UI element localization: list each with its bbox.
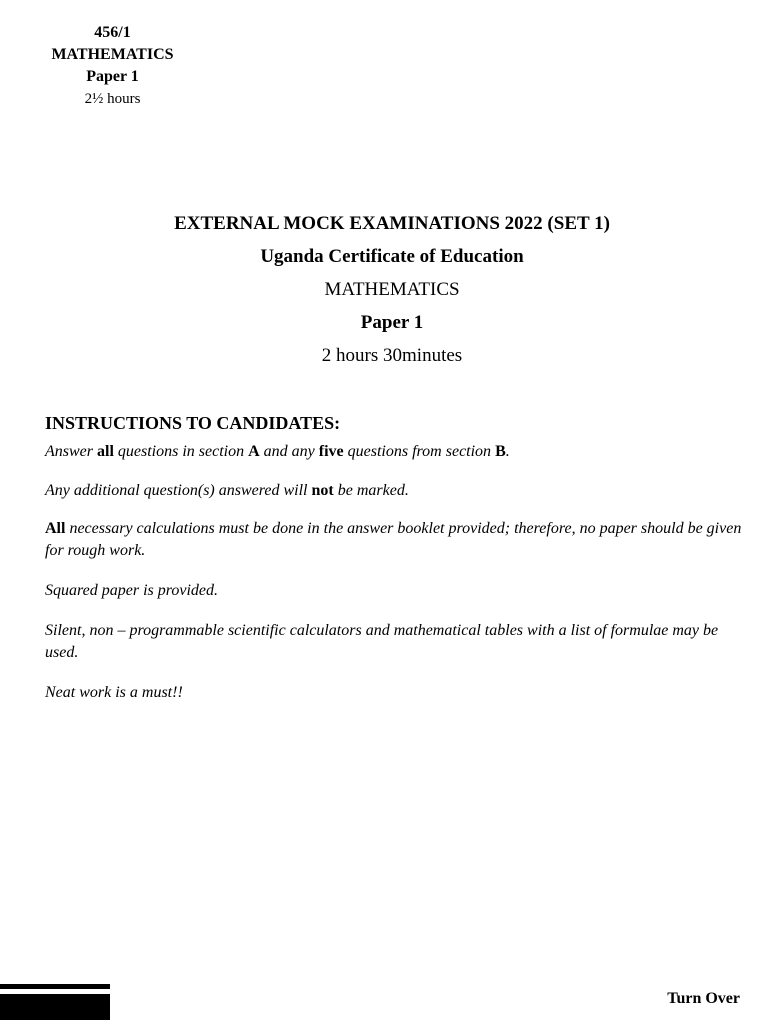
paper-header-block [40, 22, 185, 110]
instruction-2 [45, 480, 745, 502]
instruction-2-text-a: Any additional question(s) answered will [45, 482, 312, 499]
footer-rule-thin [0, 984, 110, 989]
paper-code: 456/1 [94, 24, 131, 41]
instruction-1-text-e: . [505, 443, 510, 460]
instruction-1-text-a: Answer [45, 443, 97, 460]
instruction-1-bold-all: all [97, 443, 114, 460]
certificate-name: Uganda Certificate of Education [260, 246, 524, 267]
instruction-6: Neat work is a must!! [45, 684, 183, 701]
title-duration: 2 hours 30minutes [321, 345, 463, 366]
footer-rule-thick [0, 994, 110, 1020]
instruction-3 [45, 518, 745, 562]
instruction-4: Squared paper is provided. [45, 582, 219, 599]
instruction-3-bold-all: All [45, 520, 66, 537]
instruction-2-bold-not: not [311, 482, 334, 499]
turn-over-label: Turn Over [667, 990, 740, 1007]
instruction-1 [45, 441, 745, 463]
instructions-heading: INSTRUCTIONS TO CANDIDATES: [45, 413, 341, 433]
exam-title-block [0, 207, 768, 372]
instruction-1-text-d: questions from section [343, 443, 496, 460]
instruction-1-bold-a: A [248, 443, 260, 460]
header-paper: Paper 1 [86, 68, 139, 85]
instruction-1-bold-five: five [318, 443, 344, 460]
title-paper: Paper 1 [360, 312, 424, 333]
header-subject: MATHEMATICS [51, 46, 174, 63]
instruction-1-text-b: questions in section [113, 443, 249, 460]
exam-name: EXTERNAL MOCK EXAMINATIONS 2022 (SET 1) [174, 213, 610, 234]
instruction-1-text-c: and any [259, 443, 319, 460]
instruction-2-text-b: be marked. [333, 482, 409, 499]
instruction-3-text: necessary calculations must be done in the answer booklet provided; therefore, no paper should be given for rough work. [45, 520, 742, 559]
header-duration: 2½ hours [84, 91, 141, 107]
title-subject: MATHEMATICS [324, 279, 460, 300]
instruction-1-bold-b: B [495, 443, 506, 460]
instruction-5: Silent, non – programmable scientific calculators and mathematical tables with a list of formulae may be used. [45, 622, 719, 661]
